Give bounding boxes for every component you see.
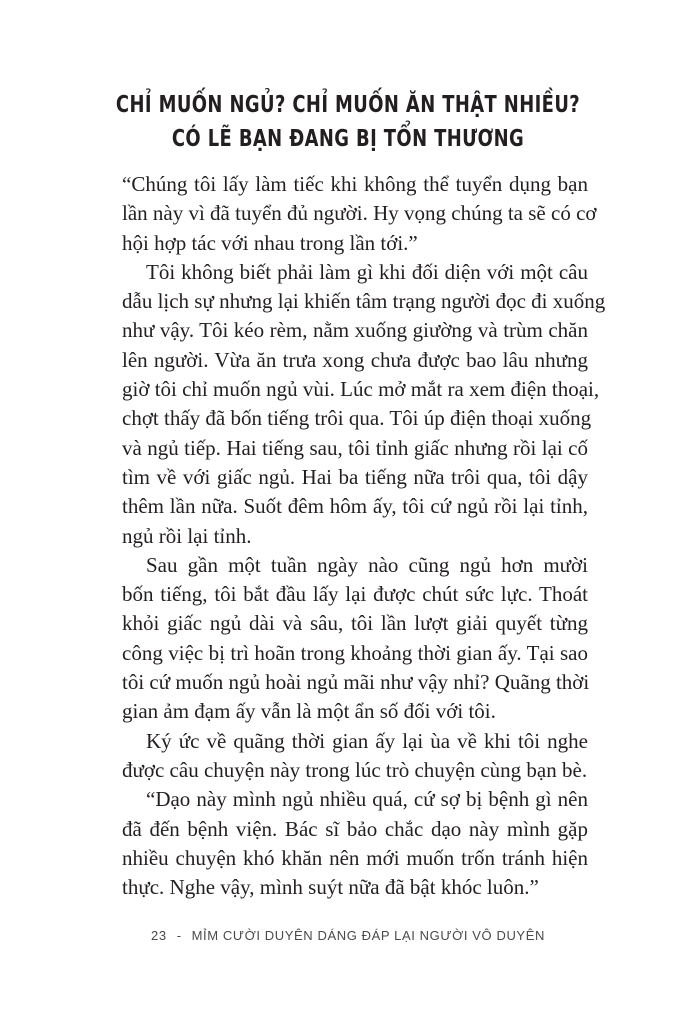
text-line: “Chúng tôi lấy làm tiếc khi không thể tuyển dụng bạn — [122, 172, 588, 196]
text-line: đã đến bệnh viện. Bác sĩ bảo chắc dạo này mình gặp — [122, 816, 588, 841]
page-footer — [0, 928, 696, 943]
text-line: thêm lần nữa. Suốt đêm hôm ấy, tôi cứ ngủ rồi lại tỉnh, — [122, 494, 588, 519]
text-line: bốn tiếng, tôi bắt đầu lấy lại được chút sức lực. Thoát — [122, 582, 588, 607]
text-line: công việc bị trì hoãn trong khoảng thời gian ấy. Tại sao — [122, 640, 588, 665]
text-line: lần này vì đã tuyển đủ người. Hy vọng chúng ta sẽ có cơ — [122, 201, 597, 226]
text-line: thực. Nghe vậy, mình suýt nữa đã bật khóc luôn.” — [122, 875, 539, 900]
text-line: được câu chuyện này trong lúc trò chuyện cùng bạn bè. — [122, 757, 588, 782]
chapter-title-line-2: CÓ LẼ BẠN ĐANG BỊ TỔN THƯƠNG — [171, 126, 525, 152]
text-line: tôi cứ muốn ngủ hoài ngủ mãi như vậy nhỉ? Quãng thời — [122, 670, 590, 695]
text-line: Sau gần một tuần ngày nào cũng ngủ hơn mười — [146, 552, 588, 577]
text-line: tìm về với giấc ngủ. Hai ba tiếng nữa trôi qua, tôi dậy — [122, 464, 588, 489]
text-line: Tôi không biết phải làm gì khi đối diện với một câu — [146, 259, 588, 284]
chapter-title-line-1: CHỈ MUỐN NGỦ? CHỈ MUỐN ĂN THẬT NHIỀU? — [115, 92, 581, 118]
text-line: như vậy. Tôi kéo rèm, nằm xuống giường và trùm chăn — [122, 318, 588, 343]
text-line: hội hợp tác với nhau trong lần tới.” — [122, 230, 418, 255]
text-line: dẫu lịch sự nhưng lại khiến tâm trạng người đọc đi xuống — [122, 289, 606, 314]
text-line: nhiều chuyện khó khăn nên mới muốn trốn tránh hiện — [122, 845, 588, 870]
text-line: ngủ rồi lại tỉnh. — [122, 523, 252, 548]
text-line: lên người. Vừa ăn trưa xong chưa được bao lâu nhưng — [122, 347, 588, 372]
body-text — [122, 170, 606, 902]
text-line: “Dạo này mình ngủ nhiều quá, cứ sợ bị bệnh gì nên — [146, 787, 588, 812]
book-title: MỈM CƯỜI DUYÊN DÁNG ĐÁP LẠI NGƯỜI VÔ DUYÊN — [191, 928, 545, 943]
footer-separator: - — [176, 928, 182, 943]
text-line: gian ảm đạm ấy vẫn là một ẩn số đối với tôi. — [122, 699, 496, 724]
text-line: chợt thấy đã bốn tiếng trôi qua. Tôi úp điện thoại xuống — [122, 406, 592, 431]
text-line: và ngủ tiếp. Hai tiếng sau, tôi tỉnh giấc nhưng rồi lại cố — [122, 435, 588, 460]
page-number: 23 — [151, 928, 167, 943]
text-line: giờ tôi chỉ muốn ngủ vùi. Lúc mở mắt ra xem điện thoại, — [122, 377, 600, 402]
text-line: khỏi giấc ngủ dài và sâu, tôi lần lượt giải quyết từng — [122, 611, 588, 636]
text-line: Ký ức về quãng thời gian ấy lại ùa về khi tôi nghe — [146, 728, 588, 753]
